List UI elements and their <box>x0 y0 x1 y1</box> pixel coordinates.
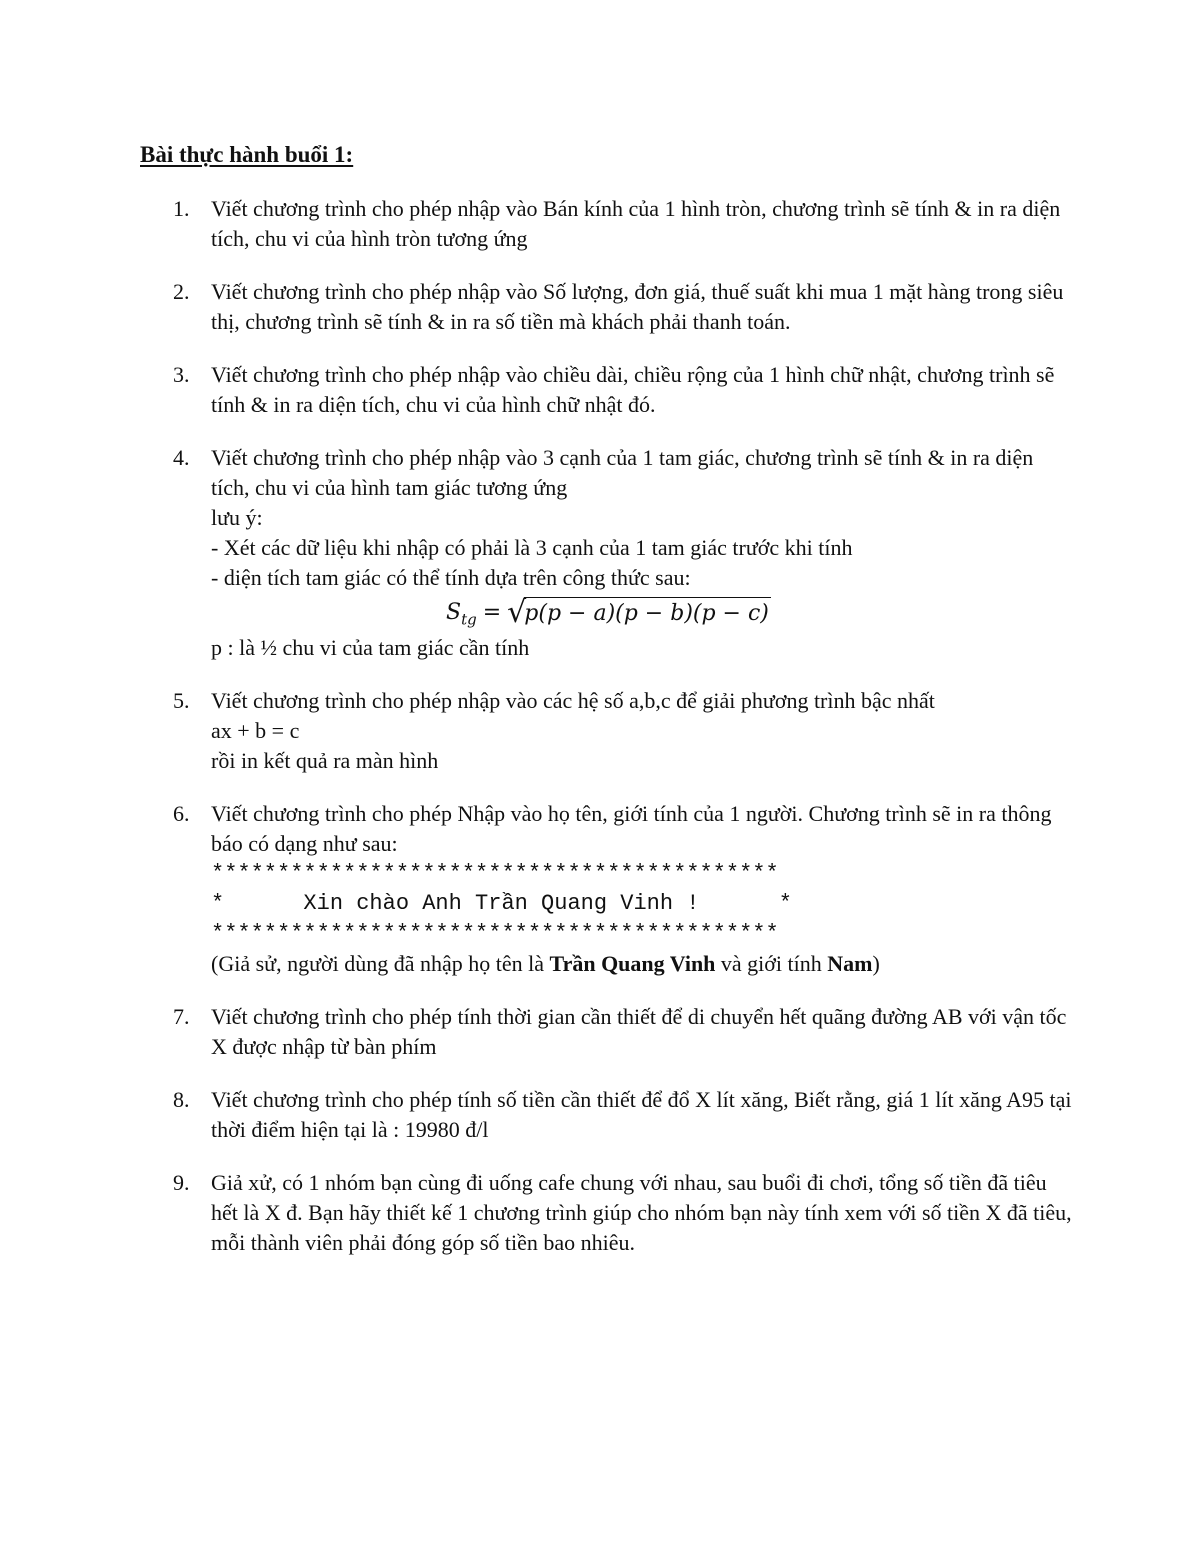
formula-subscript: tg <box>461 610 477 629</box>
note-line: - Xét các dữ liệu khi nhập có phải là 3 cạnh của 1 tam giác trước khi tính <box>211 535 853 560</box>
item-text: Viết chương trình cho phép nhập vào Số lượng, đơn giá, thuế suất khi mua 1 mặt hàng trong siêu thị, chương trình sẽ tính & in ra số tiền mà khách phải thanh toán. <box>211 279 1064 334</box>
exercise-item-6 <box>173 799 1073 979</box>
item-number: 3. <box>173 362 190 387</box>
item-text: Viết chương trình cho phép tính thời gian cần thiết để di chuyển hết quãng đường AB với vận tốc X được nhập từ bàn phím <box>211 1004 1067 1059</box>
exercise-item-9 <box>173 1168 1073 1258</box>
equation-line: ax + b = c <box>211 718 300 743</box>
item-text: Viết chương trình cho phép nhập vào chiều dài, chiều rộng của 1 hình chữ nhật, chương trình sẽ tính & in ra diện tích, chu vi của hình chữ nhật đó. <box>211 362 1055 417</box>
note-line: p : là ½ chu vi của tam giác cần tính <box>211 635 530 660</box>
item-number: 8. <box>173 1087 190 1112</box>
item-number: 4. <box>173 445 190 470</box>
example-gender: Nam <box>827 951 873 976</box>
exercise-item-5 <box>173 686 1073 776</box>
item-text: Viết chương trình cho phép Nhập vào họ tên, giới tính của 1 người. Chương trình sẽ in ra thông báo có dạng như sau: <box>211 801 1052 856</box>
sqrt-sign: √ <box>507 595 527 630</box>
example-note <box>211 949 1073 979</box>
item-number: 2. <box>173 279 190 304</box>
stars-border-top: ******************************************* <box>211 861 779 886</box>
formula-radicand: p(p − a)(p − b)(p − c) <box>524 597 771 630</box>
item-text: Viết chương trình cho phép nhập vào Bán kính của 1 hình tròn, chương trình sẽ tính & in ra diện tích, chu vi của hình tròn tương ứng <box>211 196 1061 251</box>
greeting-line: * Xin chào Anh Trần Quang Vinh ! * <box>211 891 792 916</box>
item-text: Viết chương trình cho phép nhập vào 3 cạnh của 1 tam giác, chương trình sẽ tính & in ra diện tích, chu vi của hình tam giác tương ứng <box>211 445 1034 500</box>
item-text-continued: rồi in kết quả ra màn hình <box>211 748 439 773</box>
formula-symbol: S <box>446 600 462 625</box>
note-line: - diện tích tam giác có thể tính dựa trên công thức sau: <box>211 565 691 590</box>
item-text: Viết chương trình cho phép nhập vào các hệ số a,b,c để giải phương trình bậc nhất <box>211 688 935 713</box>
formula-lhs <box>446 593 477 639</box>
heron-formula <box>446 593 1073 633</box>
formula-equals: = <box>482 600 502 625</box>
example-suffix: ) <box>872 951 880 976</box>
item-number: 6. <box>173 801 190 826</box>
item-number: 9. <box>173 1170 190 1195</box>
exercise-item-8 <box>173 1085 1073 1145</box>
stars-border-bottom: ******************************************* <box>211 921 779 946</box>
exercise-item-3 <box>173 360 1073 420</box>
item-text: Viết chương trình cho phép tính số tiền cần thiết để đổ X lít xăng, Biết rằng, giá 1 lít xăng A95 tại thời điểm hiện tại là : 19980 đ/l <box>211 1087 1072 1142</box>
example-prefix: (Giả sử, người dùng đã nhập họ tên là <box>211 951 550 976</box>
exercise-item-7 <box>173 1002 1073 1062</box>
page-title: Bài thực hành buổi 1: <box>140 142 354 167</box>
exercise-item-4 <box>173 443 1073 663</box>
item-number: 1. <box>173 196 190 221</box>
exercise-item-1 <box>173 194 1073 254</box>
note-label: lưu ý: <box>211 505 263 530</box>
item-number: 7. <box>173 1004 190 1029</box>
example-name: Trần Quang Vinh <box>549 951 716 976</box>
item-text: Giả xử, có 1 nhóm bạn cùng đi uống cafe chung với nhau, sau buổi đi chơi, tổng số tiền đã tiêu hết là X đ. Bạn hãy thiết kế 1 chương trình giúp cho nhóm bạn này tính xem với số tiền X đã tiêu, mỗi thành viên phải đóng góp số tiền bao nhiêu. <box>211 1170 1072 1255</box>
example-mid: và giới tính <box>715 951 828 976</box>
exercise-item-2 <box>173 277 1073 337</box>
item-number: 5. <box>173 688 190 713</box>
exercise-list <box>173 194 1073 1281</box>
